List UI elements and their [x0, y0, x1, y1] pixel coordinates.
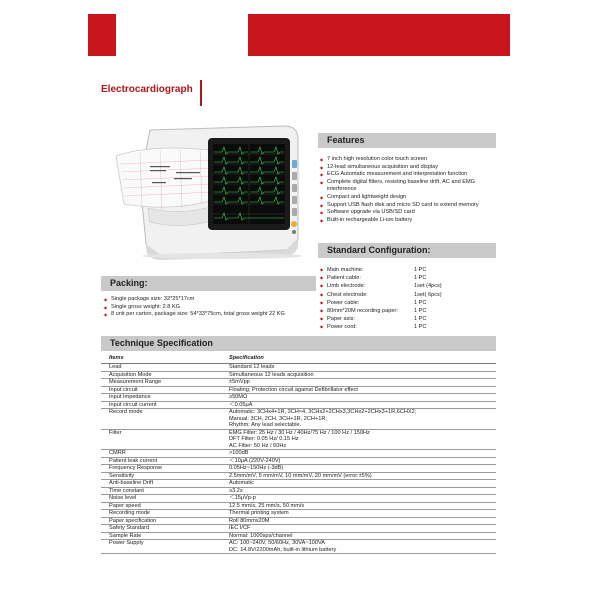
- table-row: [101, 473, 496, 481]
- config-item-qty: 1 PC: [414, 299, 427, 306]
- spec-item-name: Sample Rate: [109, 532, 142, 539]
- packing-item: ◆ Single gross weight: 2.8 KG: [104, 304, 316, 312]
- spec-item-name: Filter: [109, 429, 122, 436]
- spec-value-line: ≥50MΩ: [229, 394, 248, 400]
- column-header-specification: Specification: [229, 354, 264, 361]
- spec-item-name: Input Impedance: [109, 394, 151, 400]
- spec-item-name: Time constant: [109, 487, 144, 494]
- table-row: [101, 525, 496, 533]
- header-red-block-left: [88, 14, 116, 56]
- page-title: Electrocardiograph: [101, 84, 193, 95]
- spec-value-line: DFT Filter: 0.05 Hz/ 0.15 Hz: [229, 436, 299, 442]
- spec-item-name: Power Supply: [109, 540, 144, 546]
- table-row: [101, 480, 496, 488]
- table-row: [101, 379, 496, 387]
- spec-item-value: [229, 488, 496, 495]
- spec-item-value: [229, 465, 496, 472]
- config-item-qty: 1 PC: [414, 308, 427, 315]
- ecg-device-image: [110, 120, 320, 260]
- table-row: [101, 409, 496, 430]
- config-item-name: ◆ Patient cable:: [327, 275, 361, 282]
- table-row: [101, 495, 496, 503]
- config-item-name: ◆ Power cord:: [327, 324, 357, 331]
- spec-item-name: Patient leak current: [109, 457, 158, 464]
- spec-value-line: 2.5mm/mV, 5 mm/mV, 10 mm/mV, 20 mm/mV (error:±5%): [229, 472, 372, 479]
- spec-value-line: ＜15μVp-p: [229, 495, 256, 501]
- spec-value-line: Automatic: [229, 480, 254, 486]
- spec-item-name: Acquisition Mode: [109, 371, 152, 378]
- table-row: [101, 465, 496, 473]
- spec-value-line: 0.05Hz~150Hz (-3dB): [229, 465, 284, 471]
- table-row: [101, 533, 496, 541]
- config-item-qty: 1set( 6pcs): [414, 291, 442, 298]
- config-item: [320, 291, 498, 299]
- config-item-qty: 1set (4pcs): [414, 283, 442, 290]
- spec-item-name: Noise level: [109, 495, 137, 501]
- config-item: [320, 323, 498, 331]
- spec-item-name: Paper speed: [109, 502, 141, 509]
- spec-item-value: [229, 473, 496, 480]
- config-item-name: ◆ Power cable:: [327, 299, 360, 306]
- spec-item-value: [229, 372, 496, 379]
- packing-header: Packing:: [101, 276, 316, 291]
- config-item-name: ◆ Chest electrode:: [327, 291, 368, 298]
- spec-item-name: Anti-baseline Drift: [109, 480, 154, 486]
- spec-item-name: Paper specification: [109, 517, 157, 524]
- spec-item-value: [229, 458, 496, 465]
- config-item: [320, 266, 498, 274]
- spec-value-line: EMG Filter: 25 Hz / 30 Hz / 40Hz/75 Hz / 100 Hz / 150Hz: [229, 429, 370, 436]
- spec-item-name: Frequency Response: [109, 465, 163, 471]
- spec-item-value: [229, 409, 496, 429]
- spec-item-value: [229, 495, 496, 502]
- packing-item: ◆ 8 unit per carton, package size: 54*33*75cm, total gross weight 22 KG: [104, 311, 316, 319]
- spec-item-value: [229, 480, 496, 487]
- spec-value-line: AC: 100~240V, 50/60Hz, 30VA~100VA: [229, 540, 325, 546]
- spec-value-line: Manual: 3CH, 2CH, 3CH+1R, 2CH+1R;: [229, 415, 327, 422]
- title-divider: [200, 80, 202, 106]
- table-row: [101, 450, 496, 458]
- table-row: [101, 503, 496, 511]
- table-row: [101, 364, 496, 372]
- feature-item: ◆ ECG Automatic measurement and interpretation function: [320, 171, 498, 179]
- feature-item: ◆ Compact and lightweight design: [320, 194, 498, 202]
- spec-value-line: ≥3.2s: [229, 487, 243, 494]
- config-item: [320, 299, 498, 307]
- spec-item-value: [229, 540, 496, 553]
- spec-value-line: ±5mVpp: [229, 379, 250, 385]
- feature-item: ◆ Support USB flash disk and micro SD card to extend memory: [320, 202, 498, 210]
- spec-item-value: [229, 394, 496, 401]
- config-item: [320, 315, 498, 323]
- table-row: [101, 458, 496, 466]
- spec-value-line: ＜0.05μA: [229, 401, 253, 408]
- feature-item: ◆ 7 inch high resolution color touch screen: [320, 156, 498, 164]
- technique-specification-header: Technique Specification: [101, 336, 496, 351]
- config-item-qty: 1 PC: [414, 324, 427, 331]
- spec-value-line: Automatic: 3CHx4+1R, 3CH×4, 3CHx2+2CHx3,3CHx2+2CHx3+1R,6CHX2;: [229, 409, 417, 415]
- specification-table: [101, 352, 496, 554]
- spec-value-line: Standard 12 leads: [229, 364, 275, 370]
- feature-item: ◆ 12-lead simultaneous acquisition and display: [320, 164, 498, 172]
- spec-item-value: [229, 525, 496, 532]
- spec-item-value: [229, 387, 496, 394]
- spec-value-line: Rhythm: Any lead selectable.: [229, 422, 302, 428]
- table-row: [101, 510, 496, 518]
- spec-value-line: DC: 14.8V/2200mAh, built-in lithium battery: [229, 546, 337, 553]
- feature-item: ◆ Built-in rechargeable Li-ion battery: [320, 217, 498, 225]
- table-row: [101, 488, 496, 496]
- feature-item: ◆ Complete digital filters, resisting baseline drift, AC and EMG interference: [320, 179, 498, 194]
- packing-item: ◆ Single package size: 32*25*17cm: [104, 296, 316, 304]
- spec-item-name: Input circuit current: [109, 401, 157, 408]
- spec-value-line: IEC I/CF: [229, 525, 251, 531]
- table-row: [101, 540, 496, 554]
- spec-item-value: [229, 510, 496, 517]
- spec-value-line: >100dB: [229, 450, 249, 456]
- table-row: [101, 518, 496, 526]
- table-row: [101, 372, 496, 380]
- spec-value-line: Roll 80mmx20M: [229, 517, 270, 524]
- config-item-qty: 1 PC: [414, 275, 427, 282]
- spec-item-value: [229, 364, 496, 371]
- config-item-name: ◆ Limb electrode:: [327, 283, 366, 290]
- spec-item-name: Recording mode: [109, 510, 151, 516]
- packing-list: [104, 296, 316, 319]
- spec-value-line: 12.5 mm/s, 25 mm/s, 50 mm/s: [229, 502, 305, 509]
- spec-value-line: Normal: 1000sps/channel: [229, 532, 293, 539]
- spec-item-value: [229, 503, 496, 510]
- config-item: [320, 274, 498, 282]
- config-item-qty: 1 PC: [414, 267, 427, 273]
- spec-item-name: Input circuit: [109, 386, 138, 393]
- spec-item-value: [229, 379, 496, 386]
- config-item: [320, 307, 498, 315]
- spec-value-line: ＜10μA (220V-240V): [229, 457, 281, 464]
- spec-item-name: Lead: [109, 364, 122, 370]
- column-header-items: Items: [109, 354, 124, 361]
- spec-item-name: CMRR: [109, 450, 126, 456]
- spec-item-name: Safety Standard: [109, 525, 150, 531]
- feature-item: ◆ Software upgrade via USB/SD card: [320, 209, 498, 217]
- spec-item-name: Measurement Range: [109, 379, 162, 385]
- spec-item-value: [229, 402, 496, 409]
- spec-item-name: Record mode: [109, 409, 143, 415]
- spec-value-line: Floating; Protection circuit against Defibrillator effect: [229, 386, 358, 393]
- config-item-name: ◆ Paper axis:: [327, 316, 355, 323]
- config-item-qty: 1 PC: [414, 316, 427, 323]
- spec-item-value: [229, 533, 496, 540]
- table-body: [101, 364, 496, 554]
- spec-value-line: Thermal printing system: [229, 510, 289, 516]
- standard-configuration-list: [320, 266, 498, 332]
- spec-item-name: Sensitivity: [109, 472, 135, 479]
- table-row: [101, 430, 496, 451]
- spec-value-line: Simultaneous 12 leads acquisition: [229, 371, 314, 378]
- table-header-row: [101, 352, 496, 364]
- config-item-name: ◆ Main machine:: [327, 267, 364, 273]
- features-list: [320, 156, 498, 224]
- config-item: [320, 282, 498, 290]
- standard-configuration-header: Standard Configuration:: [318, 243, 496, 258]
- config-item-name: ◆ 80mm*20M recording paper:: [327, 308, 398, 315]
- spec-item-value: [229, 518, 496, 525]
- spec-item-value: [229, 430, 496, 450]
- spec-item-value: [229, 450, 496, 457]
- table-row: [101, 387, 496, 395]
- table-row: [101, 394, 496, 402]
- spec-value-line: AC Filter: 50 Hz / 60Hz: [229, 442, 287, 449]
- header-red-banner: [248, 14, 510, 56]
- table-row: [101, 402, 496, 410]
- features-header: Features: [318, 133, 496, 148]
